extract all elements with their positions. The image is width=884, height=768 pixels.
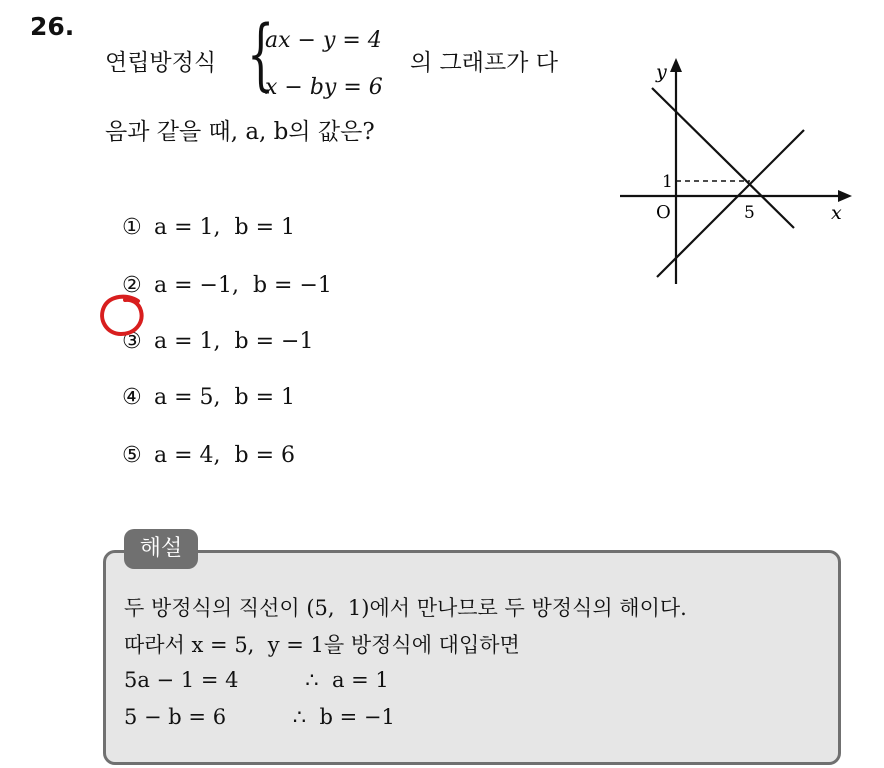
x-axis-label: x: [831, 202, 842, 224]
question-stem-suffix: 의 그래프가 다: [410, 50, 558, 76]
choice-2[interactable]: [108, 248, 332, 298]
y-tick-1: 1: [662, 172, 673, 192]
choice-mark: ④: [122, 385, 142, 410]
choice-mark: ③: [122, 329, 142, 354]
solution-line-4: 5 − b = 6 ∴ b = −1: [124, 705, 395, 729]
solution-tab: 해설: [124, 529, 198, 569]
choice-text: a = 5, b = 1: [154, 385, 296, 410]
question-number: 26.: [30, 12, 75, 41]
equation-1: ax − y = 4: [265, 28, 382, 53]
solution-line-1: 두 방정식의 직선이 (5, 1)에서 만나므로 두 방정식의 해이다.: [124, 596, 687, 620]
choice-1[interactable]: [108, 190, 295, 240]
choice-mark: ①: [122, 215, 142, 240]
y-axis-arrow: [670, 58, 682, 72]
y-axis-label: y: [656, 61, 667, 83]
answer-circle-mark: [98, 293, 150, 339]
question-stem-line2: 음과 같을 때, a, b의 값은?: [105, 119, 375, 145]
line-x-minus-by: [657, 130, 804, 277]
choice-mark: ⑤: [122, 443, 142, 468]
system-brace: {: [247, 10, 275, 100]
origin-label: O: [656, 202, 671, 223]
choice-5[interactable]: [108, 418, 295, 468]
x-tick-5: 5: [744, 203, 755, 223]
question-stem-prefix: 연립방정식: [105, 50, 217, 76]
coordinate-graph: [612, 56, 862, 296]
solution-line-3: 5a − 1 = 4 ∴ a = 1: [124, 668, 389, 692]
choice-text: a = −1, b = −1: [154, 273, 332, 298]
choice-4[interactable]: [108, 360, 295, 410]
equation-2: x − by = 6: [265, 75, 383, 100]
choice-text: a = 4, b = 6: [154, 443, 296, 468]
choice-mark: ②: [122, 273, 142, 298]
x-axis-arrow: [838, 190, 852, 202]
choice-text: a = 1, b = 1: [154, 215, 296, 240]
line-ax-minus-y: [652, 88, 794, 228]
choice-text: a = 1, b = −1: [154, 329, 314, 354]
solution-line-2: 따라서 x = 5, y = 1을 방정식에 대입하면: [124, 633, 520, 657]
